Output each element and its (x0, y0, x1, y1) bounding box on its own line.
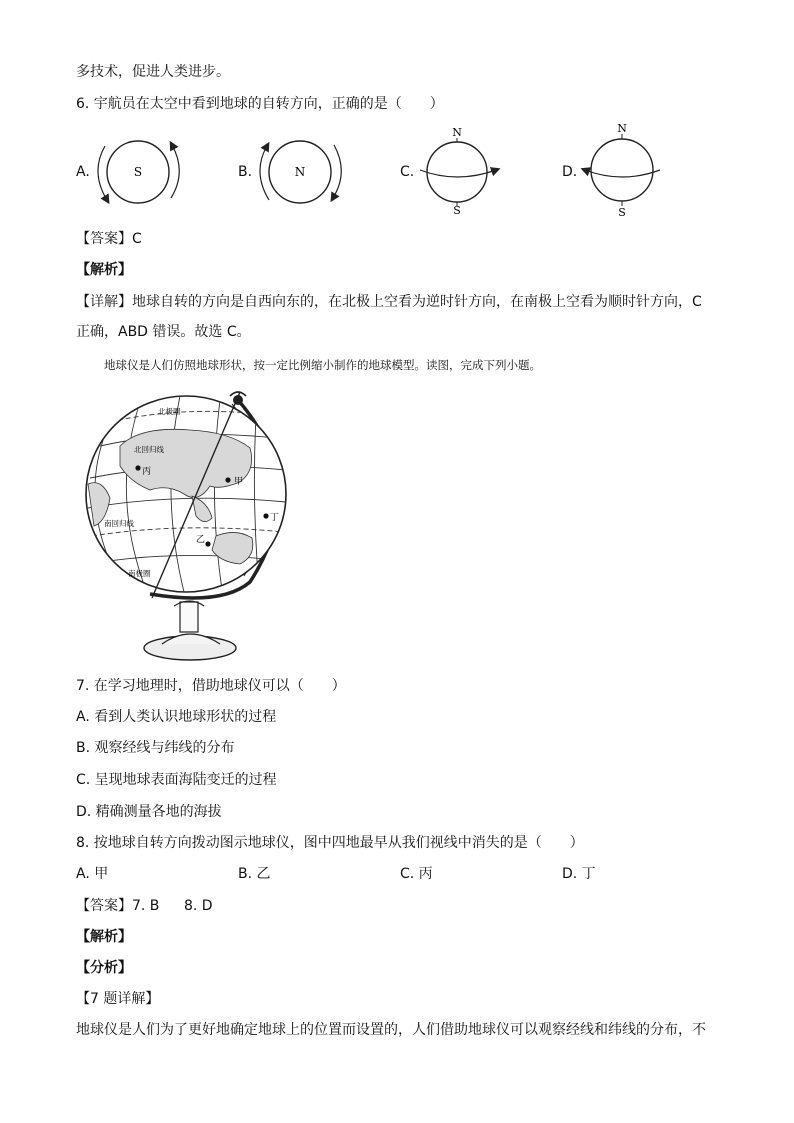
axis-cap (233, 395, 243, 405)
q6-analysis-title: 【解析】 (76, 262, 132, 278)
q7-option-c: C. 呈现地球表面海陆变迁的过程 (76, 772, 277, 788)
south-label: S (618, 206, 626, 219)
tropic-of-cancer-label: 北回归线 (134, 445, 164, 454)
q6-option-a-label: A. (76, 164, 90, 180)
q7-stem: 7. 在学习地理时，借助地球仪可以（ ） (76, 678, 346, 694)
q6-option-d-diagram (580, 120, 670, 220)
globe-stem (180, 602, 198, 632)
q6-option-d-label: D. (562, 164, 578, 180)
globe-circle (427, 142, 487, 202)
rotation-arrow-right (171, 145, 179, 198)
place-yi-marker (205, 541, 210, 546)
q8-stem: 8. 按地球自转方向拨动图示地球仪，图中四地最早从我们视线中消失的是（ ） (76, 835, 584, 851)
answer-7: 7. B (132, 898, 160, 914)
globe-circle (591, 139, 653, 201)
q8-option-d: D. 丁 (562, 866, 596, 882)
q6-detail-line1: 【详解】地球自转的方向是自西向东的，在北极上空看为逆时针方向，在南极上空看为顺时针方向，C (76, 294, 702, 310)
place-ding-label: 丁 (270, 513, 280, 523)
q6-option-c-label: C. (400, 164, 415, 180)
globe-illustration (80, 386, 320, 668)
answer-78-label: 【答案】 (76, 898, 132, 914)
q6-option-c-diagram (416, 124, 506, 218)
fenxi-title: 【分析】 (76, 960, 132, 976)
q7-option-d: D. 精确测量各地的海拔 (76, 804, 222, 820)
rotation-arrow-right (333, 145, 341, 198)
answer-8: 8. D (184, 898, 213, 914)
place-ding-marker (263, 513, 268, 518)
intro-tail: 多技术，促进人类进步。 (76, 64, 230, 80)
pole-label: N (294, 165, 306, 179)
q6-answer: 【答案】C (76, 231, 142, 247)
q6-detail-line2: 正确，ABD 错误。故选 C。 (76, 324, 251, 340)
place-jia-marker (225, 477, 230, 482)
arctic-circle-label: 北极圈 (158, 407, 181, 416)
q7-detail-title: 【7 题详解】 (76, 991, 160, 1007)
q6-option-b-label: B. (238, 164, 253, 180)
q6-stem: 6. 宇航员在太空中看到地球的自转方向，正确的是（ ） (76, 96, 444, 112)
south-label: S (453, 204, 461, 217)
place-jia-label: 甲 (234, 477, 244, 487)
north-label: N (617, 122, 627, 135)
rotation-arrow (420, 170, 496, 177)
pole-label: S (133, 165, 143, 179)
analysis-title-2: 【解析】 (76, 929, 132, 945)
antarctic-circle-label: 南极圈 (128, 569, 151, 578)
globe-base-top (162, 634, 220, 644)
rotation-arrow (585, 170, 660, 177)
place-yi-label: 乙 (196, 535, 206, 545)
rotation-arrow-left (98, 146, 107, 200)
rotation-arrow-left (260, 146, 269, 200)
q7-option-b: B. 观察经线与纬线的分布 (76, 740, 235, 756)
q7-detail-text: 地球仪是人们为了更好地确定地球上的位置而设置的，人们借助地球仪可以观察经线和纬线的分布，不 (76, 1022, 706, 1038)
globe-caption: 地球仪是人们仿照地球形状，按一定比例缩小制作的地球模型。读图，完成下列小题。 (104, 358, 541, 372)
q8-option-c: C. 丙 (400, 866, 433, 882)
north-label: N (452, 126, 462, 139)
place-bing-label: 丙 (142, 467, 152, 477)
q7-option-a: A. 看到人类认识地球形状的过程 (76, 709, 277, 725)
q6-option-a-diagram (92, 138, 184, 206)
tropic-of-capricorn-label: 南回归线 (104, 519, 134, 528)
q8-option-a: A. 甲 (76, 866, 109, 882)
place-bing-marker (135, 465, 140, 470)
q8-option-b: B. 乙 (238, 866, 271, 882)
q6-option-b-diagram (254, 138, 346, 206)
